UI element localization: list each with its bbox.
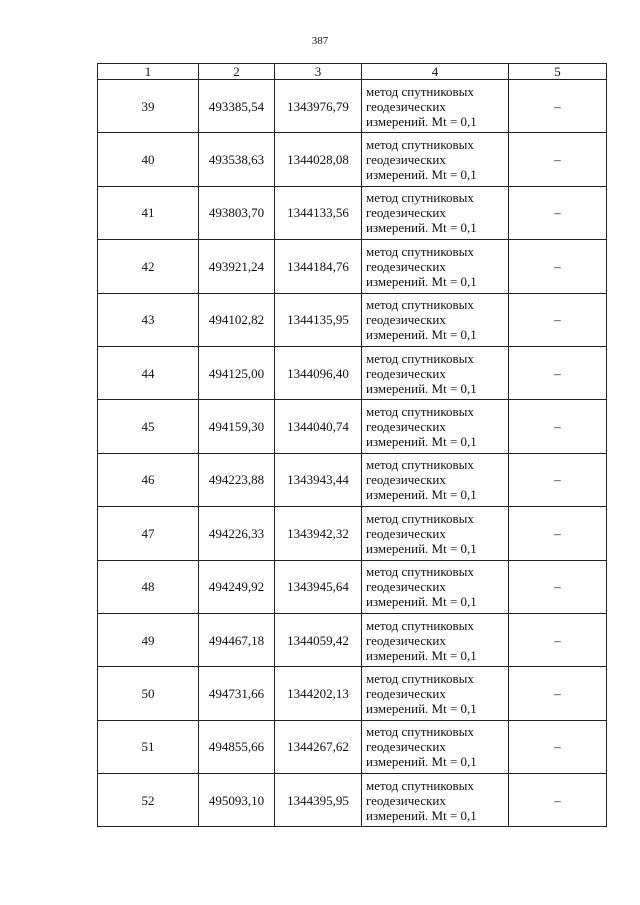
method-line: метод спутниковых bbox=[366, 137, 474, 153]
method-line: геодезических bbox=[366, 258, 446, 274]
table-row bbox=[98, 80, 607, 133]
note-cell: – bbox=[509, 400, 607, 453]
point-number-cell: 47 bbox=[98, 507, 199, 560]
note-cell: – bbox=[509, 613, 607, 666]
point-number-cell: 48 bbox=[98, 560, 199, 613]
method-line: измерений. Mt = 0,1 bbox=[366, 220, 477, 236]
method-cell bbox=[362, 240, 509, 293]
y-coordinate-cell: 1344135,95 bbox=[275, 293, 362, 346]
note-cell: – bbox=[509, 560, 607, 613]
y-coordinate-cell: 1344028,08 bbox=[275, 133, 362, 186]
y-coordinate-cell: 1344395,95 bbox=[275, 774, 362, 827]
note-cell: – bbox=[509, 507, 607, 560]
method-line: метод спутниковых bbox=[366, 777, 474, 793]
x-coordinate-cell: 493803,70 bbox=[199, 186, 275, 239]
y-coordinate-cell: 1344202,13 bbox=[275, 667, 362, 720]
method-line: геодезических bbox=[366, 525, 446, 541]
note-cell: – bbox=[509, 346, 607, 399]
x-coordinate-cell: 494226,33 bbox=[199, 507, 275, 560]
coordinates-table bbox=[97, 63, 607, 827]
note-cell: – bbox=[509, 240, 607, 293]
method-cell bbox=[362, 293, 509, 346]
table-row bbox=[98, 133, 607, 186]
method-line: измерений. Mt = 0,1 bbox=[366, 487, 477, 503]
page-number: 387 bbox=[311, 35, 329, 47]
point-number-cell: 50 bbox=[98, 667, 199, 720]
method-line: геодезических bbox=[366, 152, 446, 168]
point-number-cell: 40 bbox=[98, 133, 199, 186]
method-cell bbox=[362, 613, 509, 666]
table-row bbox=[98, 774, 607, 827]
method-line: геодезических bbox=[366, 98, 446, 114]
table-row bbox=[98, 613, 607, 666]
y-coordinate-cell: 1344096,40 bbox=[275, 346, 362, 399]
header-col-5: 5 bbox=[509, 64, 607, 80]
note-cell: – bbox=[509, 133, 607, 186]
note-cell: – bbox=[509, 720, 607, 773]
point-number-cell: 43 bbox=[98, 293, 199, 346]
y-coordinate-cell: 1343945,64 bbox=[275, 560, 362, 613]
method-cell bbox=[362, 507, 509, 560]
method-line: геодезических bbox=[366, 419, 446, 435]
table-row bbox=[98, 346, 607, 399]
point-number-cell: 51 bbox=[98, 720, 199, 773]
point-number-cell: 52 bbox=[98, 774, 199, 827]
note-cell: – bbox=[509, 667, 607, 720]
method-cell bbox=[362, 774, 509, 827]
method-line: метод спутниковых bbox=[366, 457, 474, 473]
method-line: метод спутниковых bbox=[366, 83, 474, 99]
x-coordinate-cell: 494159,30 bbox=[199, 400, 275, 453]
method-line: измерений. Mt = 0,1 bbox=[366, 167, 477, 183]
method-line: геодезических bbox=[366, 312, 446, 328]
y-coordinate-cell: 1344040,74 bbox=[275, 400, 362, 453]
method-line: метод спутниковых bbox=[366, 670, 474, 686]
method-line: измерений. Mt = 0,1 bbox=[366, 434, 477, 450]
method-line: геодезических bbox=[366, 685, 446, 701]
note-cell: – bbox=[509, 80, 607, 133]
method-line: геодезических bbox=[366, 365, 446, 381]
table-body bbox=[98, 80, 607, 827]
method-line: измерений. Mt = 0,1 bbox=[366, 273, 477, 289]
method-cell bbox=[362, 346, 509, 399]
method-line: измерений. Mt = 0,1 bbox=[366, 700, 477, 716]
x-coordinate-cell: 494855,66 bbox=[199, 720, 275, 773]
method-line: метод спутниковых bbox=[366, 404, 474, 420]
method-line: метод спутниковых bbox=[366, 243, 474, 259]
table-row bbox=[98, 293, 607, 346]
header-col-2: 2 bbox=[199, 64, 275, 80]
method-cell bbox=[362, 667, 509, 720]
method-line: метод спутниковых bbox=[366, 350, 474, 366]
y-coordinate-cell: 1343976,79 bbox=[275, 80, 362, 133]
table-row bbox=[98, 186, 607, 239]
y-coordinate-cell: 1343942,32 bbox=[275, 507, 362, 560]
x-coordinate-cell: 495093,10 bbox=[199, 774, 275, 827]
method-line: измерений. Mt = 0,1 bbox=[366, 807, 477, 823]
point-number-cell: 45 bbox=[98, 400, 199, 453]
method-line: измерений. Mt = 0,1 bbox=[366, 647, 477, 663]
y-coordinate-cell: 1344184,76 bbox=[275, 240, 362, 293]
method-line: измерений. Mt = 0,1 bbox=[366, 380, 477, 396]
x-coordinate-cell: 493538,63 bbox=[199, 133, 275, 186]
y-coordinate-cell: 1344059,42 bbox=[275, 613, 362, 666]
y-coordinate-cell: 1343943,44 bbox=[275, 453, 362, 506]
point-number-cell: 41 bbox=[98, 186, 199, 239]
method-line: измерений. Mt = 0,1 bbox=[366, 594, 477, 610]
method-line: геодезических bbox=[366, 205, 446, 221]
method-line: метод спутниковых bbox=[366, 564, 474, 580]
method-line: геодезических bbox=[366, 632, 446, 648]
table-row bbox=[98, 667, 607, 720]
method-cell bbox=[362, 133, 509, 186]
method-line: измерений. Mt = 0,1 bbox=[366, 754, 477, 770]
method-line: измерений. Mt = 0,1 bbox=[366, 327, 477, 343]
header-col-3: 3 bbox=[275, 64, 362, 80]
method-cell bbox=[362, 560, 509, 613]
x-coordinate-cell: 494731,66 bbox=[199, 667, 275, 720]
table-header-row bbox=[98, 64, 607, 80]
table-row bbox=[98, 560, 607, 613]
header-col-4: 4 bbox=[362, 64, 509, 80]
table-row bbox=[98, 507, 607, 560]
x-coordinate-cell: 493385,54 bbox=[199, 80, 275, 133]
method-line: геодезических bbox=[366, 472, 446, 488]
method-line: метод спутниковых bbox=[366, 724, 474, 740]
point-number-cell: 42 bbox=[98, 240, 199, 293]
method-line: метод спутниковых bbox=[366, 190, 474, 206]
method-line: геодезических bbox=[366, 739, 446, 755]
x-coordinate-cell: 494102,82 bbox=[199, 293, 275, 346]
method-line: метод спутниковых bbox=[366, 510, 474, 526]
method-line: измерений. Mt = 0,1 bbox=[366, 113, 477, 129]
method-line: измерений. Mt = 0,1 bbox=[366, 540, 477, 556]
method-line: геодезических bbox=[366, 579, 446, 595]
method-line: метод спутниковых bbox=[366, 297, 474, 313]
header-col-1: 1 bbox=[98, 64, 199, 80]
point-number-cell: 44 bbox=[98, 346, 199, 399]
point-number-cell: 46 bbox=[98, 453, 199, 506]
x-coordinate-cell: 493921,24 bbox=[199, 240, 275, 293]
table-row bbox=[98, 240, 607, 293]
note-cell: – bbox=[509, 293, 607, 346]
table-row bbox=[98, 720, 607, 773]
x-coordinate-cell: 494125,00 bbox=[199, 346, 275, 399]
method-cell bbox=[362, 186, 509, 239]
method-cell bbox=[362, 400, 509, 453]
method-line: геодезических bbox=[366, 792, 446, 808]
point-number-cell: 49 bbox=[98, 613, 199, 666]
table-row bbox=[98, 453, 607, 506]
x-coordinate-cell: 494249,92 bbox=[199, 560, 275, 613]
method-cell bbox=[362, 80, 509, 133]
x-coordinate-cell: 494467,18 bbox=[199, 613, 275, 666]
table-row bbox=[98, 400, 607, 453]
y-coordinate-cell: 1344133,56 bbox=[275, 186, 362, 239]
method-cell bbox=[362, 720, 509, 773]
note-cell: – bbox=[509, 774, 607, 827]
note-cell: – bbox=[509, 453, 607, 506]
point-number-cell: 39 bbox=[98, 80, 199, 133]
x-coordinate-cell: 494223,88 bbox=[199, 453, 275, 506]
y-coordinate-cell: 1344267,62 bbox=[275, 720, 362, 773]
method-cell bbox=[362, 453, 509, 506]
method-line: метод спутниковых bbox=[366, 617, 474, 633]
note-cell: – bbox=[509, 186, 607, 239]
